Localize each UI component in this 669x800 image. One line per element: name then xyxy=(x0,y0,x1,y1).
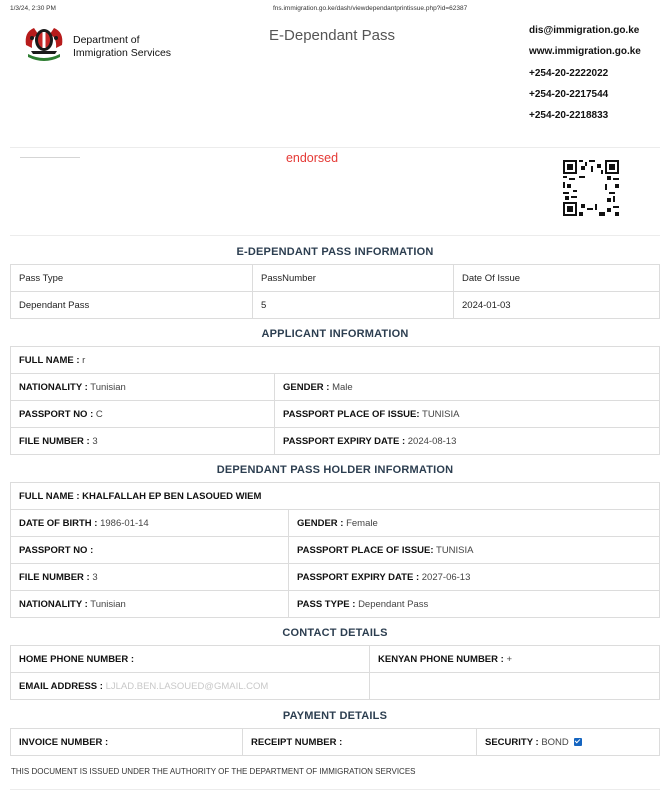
pass-type-value: Dependant Pass xyxy=(11,292,253,319)
contact-details-table xyxy=(10,645,660,700)
applicant-gender: Male xyxy=(332,381,353,393)
applicant-passport-expiry-cell xyxy=(275,428,660,455)
field-label: SECURITY : xyxy=(485,736,539,748)
table-row xyxy=(11,347,660,374)
applicant-full-name-cell xyxy=(11,347,660,374)
empty-cell xyxy=(370,673,660,700)
divider xyxy=(10,147,660,148)
table-row xyxy=(11,673,660,700)
security-value: BOND xyxy=(541,736,569,748)
security-cell xyxy=(477,729,660,756)
dependant-dob: 1986-01-14 xyxy=(100,517,149,529)
contact-phone-1: +254-20-2222022 xyxy=(529,68,609,79)
field-label: HOME PHONE NUMBER : xyxy=(19,653,135,665)
pass-info-heading: E-DEPENDANT PASS INFORMATION xyxy=(236,246,434,258)
print-url: fns.immigration.go.ke/dash/viewdependantprintissue.php?id=62387 xyxy=(273,5,468,12)
table-row xyxy=(11,729,660,756)
field-label: GENDER : xyxy=(297,517,344,529)
table-row xyxy=(11,510,660,537)
field-label: INVOICE NUMBER : xyxy=(19,736,109,748)
table-row xyxy=(11,428,660,455)
table-row xyxy=(11,374,660,401)
field-label: NATIONALITY : xyxy=(19,381,88,393)
field-label: FILE NUMBER : xyxy=(19,571,90,583)
dept-line-1: Department of xyxy=(73,34,140,46)
table-row xyxy=(11,591,660,618)
invoice-cell xyxy=(11,729,243,756)
field-label: KENYAN PHONE NUMBER : xyxy=(378,653,504,665)
dependant-gender: Female xyxy=(346,517,378,529)
contact-phone-2: +254-20-2217544 xyxy=(529,89,609,100)
column-header-pass-type: Pass Type xyxy=(11,265,253,292)
pass-info-table xyxy=(10,264,660,319)
security-checkbox[interactable] xyxy=(574,738,582,746)
divider xyxy=(10,235,660,236)
dependant-pass-type: Dependant Pass xyxy=(358,598,429,610)
applicant-file-number-cell xyxy=(11,428,275,455)
email-address: LJLAD.BEN.LASOUED@GMAIL.COM xyxy=(105,680,269,692)
contact-email: dis@immigration.go.ke xyxy=(529,25,640,36)
table-row xyxy=(11,646,660,673)
table-row xyxy=(11,564,660,591)
dependant-table xyxy=(10,482,660,618)
table-row xyxy=(11,292,660,319)
dependant-passport-no-cell xyxy=(11,537,289,564)
field-label: PASSPORT EXPIRY DATE : xyxy=(283,435,406,447)
dependant-passport-place-cell xyxy=(289,537,660,564)
field-label: PASS TYPE : xyxy=(297,598,356,610)
applicant-gender-cell xyxy=(275,374,660,401)
dependant-dob-cell xyxy=(11,510,289,537)
field-label: EMAIL ADDRESS : xyxy=(19,680,103,692)
home-phone-cell xyxy=(11,646,370,673)
applicant-passport-no-cell xyxy=(11,401,275,428)
field-label: PASSPORT NO : xyxy=(19,544,94,556)
dependant-file-number: 3 xyxy=(92,571,98,583)
dependant-passport-place: TUNISIA xyxy=(436,544,474,556)
field-label: PASSPORT PLACE OF ISSUE: xyxy=(297,544,434,556)
contact-website: www.immigration.go.ke xyxy=(529,46,641,57)
dependant-pass-type-cell xyxy=(289,591,660,618)
applicant-passport-place-cell xyxy=(275,401,660,428)
applicant-table xyxy=(10,346,660,455)
department-name xyxy=(73,34,171,60)
applicant-passport-no: C xyxy=(95,408,103,420)
field-label: PASSPORT NO : xyxy=(19,408,94,420)
dependant-passport-expiry: 2027-06-13 xyxy=(421,571,471,583)
column-header-date-of-issue: Date Of Issue xyxy=(454,265,660,292)
divider xyxy=(20,157,80,158)
dependant-full-name-cell xyxy=(11,483,660,510)
dependant-heading: DEPENDANT PASS HOLDER INFORMATION xyxy=(216,464,454,476)
field-label: RECEIPT NUMBER : xyxy=(251,736,343,748)
dependant-full-name: KHALFALLAH EP BEN LASOUED WIEM xyxy=(82,490,262,502)
applicant-nationality-cell xyxy=(11,374,275,401)
contact-phone-3: +254-20-2218833 xyxy=(529,110,609,121)
field-label: FILE NUMBER : xyxy=(19,435,90,447)
field-label: FULL NAME : xyxy=(19,490,80,502)
table-row xyxy=(11,483,660,510)
field-label: GENDER : xyxy=(283,381,330,393)
field-label: NATIONALITY : xyxy=(19,598,88,610)
applicant-heading: APPLICANT INFORMATION xyxy=(261,328,409,340)
applicant-passport-expiry: 2024-08-13 xyxy=(407,435,457,447)
divider xyxy=(10,789,660,790)
footer-authority-text: THIS DOCUMENT IS ISSUED UNDER THE AUTHORITY OF THE DEPARTMENT OF IMMIGRATION SERVICES xyxy=(11,767,416,776)
coat-of-arms-icon xyxy=(22,24,66,66)
dependant-file-number-cell xyxy=(11,564,289,591)
applicant-passport-place: TUNISIA xyxy=(422,408,460,420)
dependant-gender-cell xyxy=(289,510,660,537)
applicant-full-name: r xyxy=(82,354,86,366)
dependant-nationality: Tunisian xyxy=(90,598,126,610)
field-label: DATE OF BIRTH : xyxy=(19,517,98,529)
endorsed-status: endorsed xyxy=(285,151,339,165)
field-label: PASSPORT PLACE OF ISSUE: xyxy=(283,408,420,420)
table-row xyxy=(11,265,660,292)
table-row xyxy=(11,401,660,428)
print-datetime: 1/3/24, 2:30 PM xyxy=(10,5,56,12)
receipt-cell xyxy=(243,729,477,756)
page-title: E-Dependant Pass xyxy=(269,27,395,44)
column-header-pass-number: PassNumber xyxy=(253,265,454,292)
dependant-passport-expiry-cell xyxy=(289,564,660,591)
payment-table xyxy=(10,728,660,756)
pass-number-value: 5 xyxy=(253,292,454,319)
date-of-issue-value: 2024-01-03 xyxy=(454,292,660,319)
qr-code-icon xyxy=(563,160,619,216)
email-cell xyxy=(11,673,370,700)
kenyan-phone-cell xyxy=(370,646,660,673)
table-row xyxy=(11,537,660,564)
kenyan-phone: + xyxy=(506,653,513,665)
applicant-nationality: Tunisian xyxy=(90,381,126,393)
dept-line-2: Immigration Services xyxy=(73,47,172,59)
field-label: FULL NAME : xyxy=(19,354,80,366)
field-label: PASSPORT EXPIRY DATE : xyxy=(297,571,420,583)
contact-details-heading: CONTACT DETAILS xyxy=(282,627,388,639)
applicant-file-number: 3 xyxy=(92,435,98,447)
dependant-nationality-cell xyxy=(11,591,289,618)
payment-heading: PAYMENT DETAILS xyxy=(282,710,388,722)
